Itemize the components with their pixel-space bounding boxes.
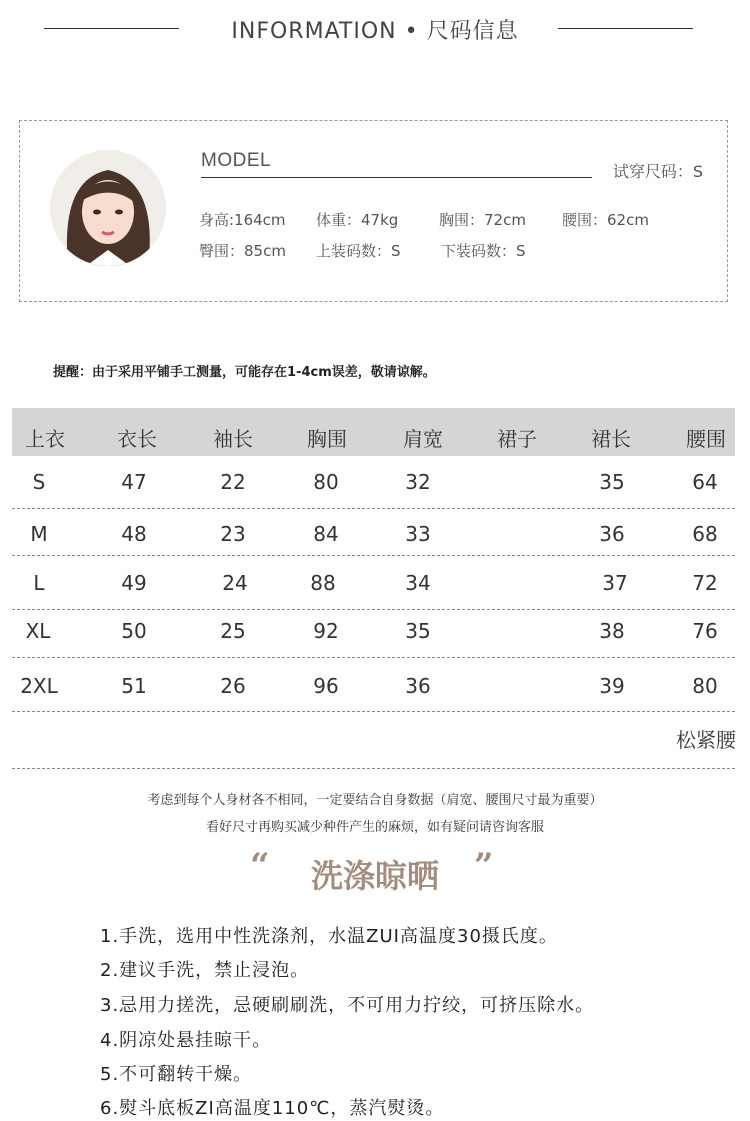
- table-cell: L: [33, 571, 45, 595]
- table-header-cell: 腰围: [686, 427, 726, 451]
- table-cell: 38: [599, 619, 625, 643]
- table-cell: 36: [405, 674, 431, 698]
- table-cell: 76: [692, 619, 718, 643]
- model-stat-weight: 体重：47kg: [316, 211, 399, 229]
- table-cell: 47: [121, 470, 147, 494]
- fit-note: 考虑到每个人身材各不相同，一定要结合自身数据（肩宽、腰围尺寸最为重要）: [147, 793, 603, 808]
- table-cell: 25: [220, 619, 246, 643]
- table-header-cell: 衣长: [117, 427, 157, 451]
- table-cell: 39: [599, 674, 625, 698]
- table-cell: 34: [405, 571, 431, 595]
- table-cell: 33: [405, 522, 431, 546]
- table-cell: 49: [121, 571, 147, 595]
- measurement-notice: 提醒：由于采用平铺手工测量，可能存在1-4cm误差，敬请谅解。: [53, 365, 436, 380]
- table-header-cell: 裙长: [591, 427, 631, 451]
- model-stat-hip: 臀围：85cm: [199, 242, 286, 260]
- fit-note: 看好尺寸再购买减少种件产生的麻烦，如有疑问请咨询客服: [205, 820, 544, 835]
- washing-instruction: 1.手洗，选用中性洗涤剂，水温ZUI高温度30摄氏度。: [100, 926, 558, 947]
- model-stat-waist: 腰围：62cm: [562, 211, 649, 229]
- elastic-waist-note: 松紧腰: [676, 728, 736, 752]
- table-cell: 50: [121, 619, 147, 643]
- table-cell: 22: [220, 470, 246, 494]
- washing-instruction: 2.建议手洗，禁止浸泡。: [100, 960, 310, 981]
- table-cell: 68: [692, 522, 718, 546]
- table-cell: 92: [313, 619, 339, 643]
- table-cell: 48: [121, 522, 147, 546]
- table-cell: 35: [405, 619, 431, 643]
- row-separator: [12, 555, 735, 556]
- table-cell: 2XL: [20, 674, 58, 698]
- model-card: [19, 120, 728, 302]
- table-cell: 37: [602, 571, 628, 595]
- washing-instruction: 5.不可翻转干燥。: [100, 1064, 253, 1085]
- table-cell: M: [30, 522, 48, 546]
- try-size: 试穿尺码：S: [612, 162, 703, 181]
- table-cell: 80: [692, 674, 718, 698]
- row-separator: [12, 609, 735, 610]
- washing-instruction: 4.阴凉处悬挂晾干。: [100, 1030, 272, 1051]
- quote-open: “: [250, 846, 270, 886]
- table-cell: 35: [599, 470, 625, 494]
- model-underline: [201, 177, 592, 178]
- table-cell: XL: [25, 619, 51, 643]
- model-label: MODEL: [201, 150, 272, 171]
- row-separator: [12, 768, 735, 769]
- table-cell: 24: [222, 571, 248, 595]
- table-cell: 88: [310, 571, 336, 595]
- washing-instruction: 6.熨斗底板ZI高温度110℃，蒸汽熨烫。: [100, 1098, 445, 1119]
- table-header-cell: 裙子: [497, 427, 537, 451]
- table-cell: 96: [313, 674, 339, 698]
- model-stat-height: 身高:164cm: [199, 211, 286, 229]
- table-cell: 51: [121, 674, 147, 698]
- table-header-cell: 肩宽: [403, 427, 443, 451]
- page-title: INFORMATION • 尺码信息: [231, 19, 519, 44]
- table-cell: 36: [599, 522, 625, 546]
- model-stat-bust: 胸围：72cm: [439, 211, 526, 229]
- table-cell: 23: [220, 522, 246, 546]
- table-cell: 84: [313, 522, 339, 546]
- table-cell: 64: [692, 470, 718, 494]
- row-separator: [12, 657, 735, 658]
- row-separator: [12, 711, 735, 712]
- table-cell: 26: [220, 674, 246, 698]
- table-cell: S: [32, 470, 46, 494]
- table-header-cell: 胸围: [307, 427, 347, 451]
- model-avatar: [50, 150, 166, 266]
- table-cell: 32: [405, 470, 431, 494]
- washing-instruction: 3.忌用力搓洗，忌硬刷刷洗，不可用力拧绞，可挤压除水。: [100, 995, 595, 1016]
- row-separator: [12, 508, 735, 509]
- table-header-cell: 袖长: [213, 427, 253, 451]
- washing-title: 洗涤晾晒: [310, 857, 439, 895]
- table-cell: 72: [692, 571, 718, 595]
- table-header-cell: 上衣: [25, 427, 65, 451]
- model-stat-bottom-size: 下装码数：S: [441, 242, 526, 260]
- table-cell: 80: [313, 470, 339, 494]
- model-stat-top-size: 上装码数：S: [316, 242, 401, 260]
- quote-close: ”: [474, 846, 494, 886]
